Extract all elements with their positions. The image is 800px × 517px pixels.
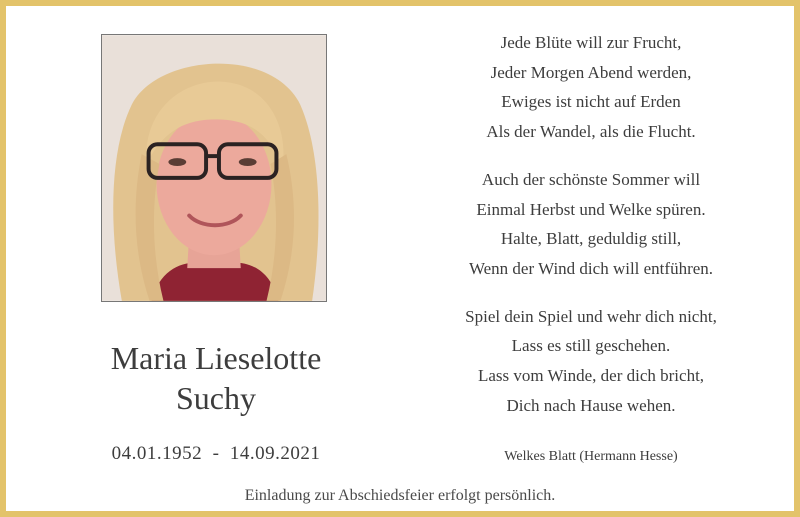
poem-stanza-2 [416,165,766,284]
poem-line: Dich nach Hause wehen. [506,395,676,415]
poem-stanza-1 [416,28,766,147]
deceased-name [46,338,386,418]
farewell-notice: Einladung zur Abschiedsfeier erfolgt persönlich. [244,487,556,504]
poem-stanza-3 [416,302,766,421]
portrait-photo [101,34,327,302]
poem-line: Halte, Blatt, geduldig still, [500,229,682,249]
name-line-2: Suchy [176,380,256,416]
poem-line: Ewiges ist nicht auf Erden [501,92,681,112]
poem-line: Einmal Herbst und Welke spüren. [476,199,706,219]
poem-line: Als der Wandel, als die Flucht. [486,122,696,142]
poem-line: Auch der schönste Sommer will [481,169,701,189]
poem-line: Lass vom Winde, der dich bricht, [477,366,705,386]
life-dates: 04.01.1952 - 14.09.2021 [111,443,321,464]
poem-line: Spiel dein Spiel und wehr dich nicht, [465,306,717,326]
poem-source: Welkes Blatt (Hermann Hesse) [504,449,678,464]
name-line-1: Maria Lieselotte [110,340,322,376]
poem-line: Lass es still geschehen. [511,336,671,356]
poem-line: Wenn der Wind dich will entführen. [468,258,714,278]
poem [416,28,766,438]
poem-line: Jede Blüte will zur Frucht, [500,33,682,52]
poem-line: Jeder Morgen Abend werden, [490,62,692,82]
